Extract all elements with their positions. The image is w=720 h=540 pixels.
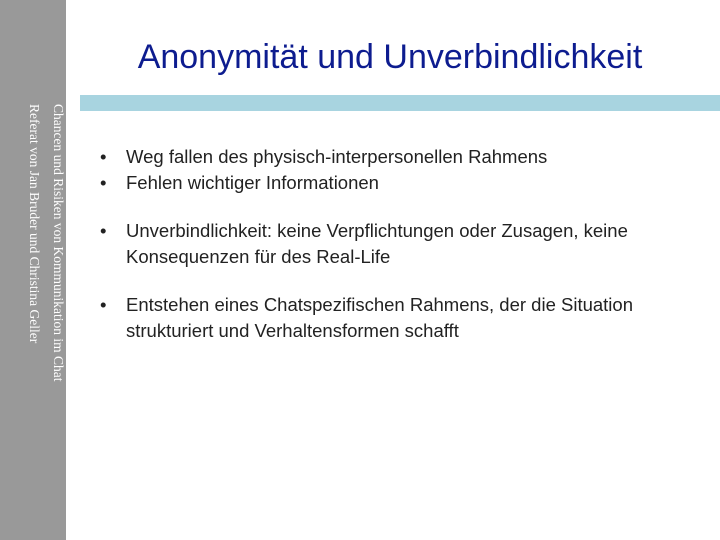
bullet-dot: • bbox=[100, 220, 107, 241]
bullet-dot: • bbox=[100, 146, 107, 167]
bullet-item bbox=[96, 292, 696, 344]
bullet-text: Unverbindlichkeit: keine Verpflichtungen oder Zusagen, keine Konsequenzen für des Real-Life bbox=[126, 220, 628, 267]
sidebar-caption-line-1: Chancen und Risiken von Kommunikation im Chat bbox=[51, 104, 66, 382]
bullet-text: Fehlen wichtiger Informationen bbox=[126, 172, 379, 193]
bullet-item bbox=[96, 144, 696, 170]
bullet-item bbox=[96, 218, 696, 270]
sidebar-caption bbox=[18, 104, 70, 404]
sidebar-caption-line-2: Referat von Jan Bruder und Christina Geller bbox=[27, 104, 42, 344]
bullet-group-2 bbox=[96, 218, 696, 270]
bullet-dot: • bbox=[100, 172, 107, 193]
bullet-item bbox=[96, 170, 696, 196]
slide-title: Anonymität und Unverbindlichkeit bbox=[137, 38, 643, 76]
bullet-group-3 bbox=[96, 292, 696, 344]
bullet-group-1 bbox=[96, 144, 696, 196]
title-rule bbox=[80, 95, 720, 111]
bullet-list bbox=[96, 144, 696, 366]
bullet-dot: • bbox=[100, 294, 107, 315]
bullet-text: Entstehen eines Chatspezifischen Rahmens, der die Situation strukturiert und Verhaltensformen schafft bbox=[126, 294, 633, 341]
bullet-text: Weg fallen des physisch-interpersonellen Rahmens bbox=[126, 146, 548, 167]
